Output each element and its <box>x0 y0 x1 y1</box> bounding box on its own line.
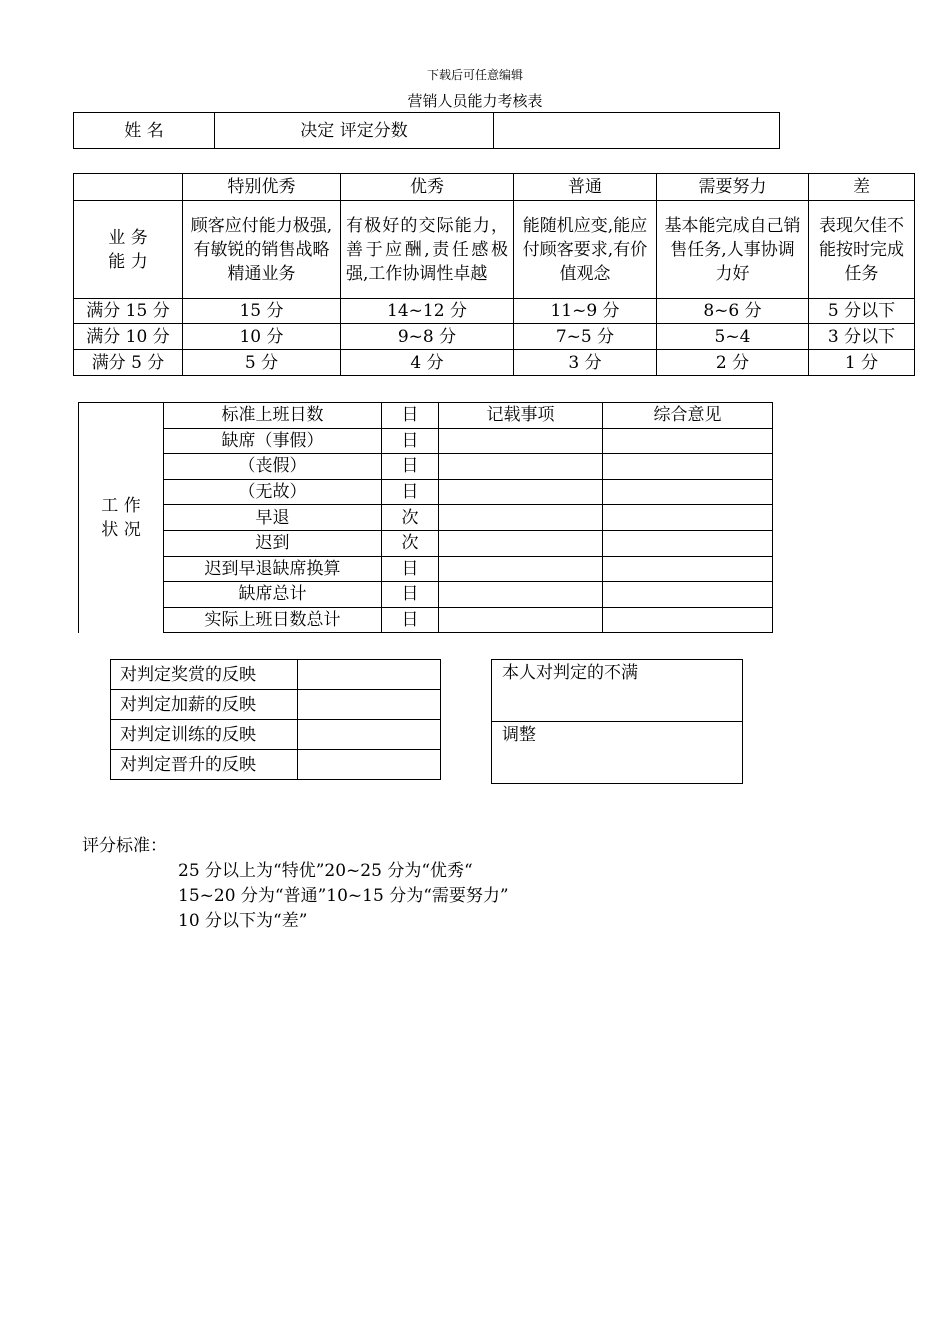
page-title: 营销人员能力考核表 <box>407 92 543 110</box>
score-cell: 10 分 <box>183 324 341 350</box>
score-cell: 5 分 <box>183 350 341 376</box>
ability-description: 表现欠佳不能按时完成任务 <box>809 201 915 299</box>
attendance-item: 缺席总计 <box>164 582 382 608</box>
record-cell[interactable] <box>439 479 603 505</box>
reaction-value-cell[interactable] <box>298 720 441 750</box>
business-ability-label <box>74 201 183 299</box>
name-label: 姓 名 <box>74 113 215 149</box>
record-cell[interactable] <box>439 607 603 633</box>
attendance-unit: 日 <box>382 607 439 633</box>
ability-description: 顾客应付能力极强,有敏锐的销售战略精通业务 <box>183 201 341 299</box>
reaction-label: 对判定加薪的反映 <box>111 690 298 720</box>
download-note: 下载后可任意编辑 <box>426 68 523 82</box>
attendance-item: 迟到 <box>164 530 382 556</box>
record-cell[interactable] <box>439 454 603 480</box>
record-cell[interactable] <box>439 505 603 531</box>
ability-col-header: 需要努力 <box>657 174 809 201</box>
reaction-table <box>110 659 441 780</box>
score-cell: 4 分 <box>341 350 514 376</box>
attendance-item: （丧假） <box>164 454 382 480</box>
attendance-item: 早退 <box>164 505 382 531</box>
attendance-unit: 次 <box>382 505 439 531</box>
scoring-criteria-line: 10 分以下为“差” <box>178 911 308 931</box>
score-cell: 9~8 分 <box>341 324 514 350</box>
score-cell: 2 分 <box>657 350 809 376</box>
name-score-table <box>73 112 780 149</box>
score-row-label: 满分 10 分 <box>74 324 183 350</box>
ability-description: 基本能完成自己销售任务,人事协调力好 <box>657 201 809 299</box>
score-value-cell[interactable] <box>494 113 780 149</box>
ability-col-header: 优秀 <box>341 174 514 201</box>
attendance-unit: 日 <box>382 454 439 480</box>
record-header: 记载事项 <box>439 403 603 429</box>
attendance-unit: 日 <box>382 556 439 582</box>
ability-col-header: 特别优秀 <box>183 174 341 201</box>
opinion-header: 综合意见 <box>603 403 773 429</box>
attendance-unit: 次 <box>382 530 439 556</box>
attendance-item: 缺席（事假） <box>164 428 382 454</box>
business-ability-label-line2: 能 力 <box>108 251 148 272</box>
attendance-unit: 日 <box>382 428 439 454</box>
opinion-cell[interactable] <box>603 582 773 608</box>
score-cell: 7~5 分 <box>514 324 657 350</box>
reaction-value-cell[interactable] <box>298 660 441 690</box>
reaction-label: 对判定晋升的反映 <box>111 750 298 780</box>
ability-col-header: 差 <box>809 174 915 201</box>
score-cell: 3 分以下 <box>809 324 915 350</box>
reaction-value-cell[interactable] <box>298 690 441 720</box>
complaint-cell[interactable]: 本人对判定的不满 <box>492 660 743 722</box>
record-cell[interactable] <box>439 530 603 556</box>
opinion-cell[interactable] <box>603 479 773 505</box>
score-cell: 8~6 分 <box>657 299 809 324</box>
reaction-label: 对判定奖赏的反映 <box>111 660 298 690</box>
complaint-table <box>491 659 743 784</box>
work-status-label <box>79 403 164 633</box>
score-label: 决定 评定分数 <box>215 113 494 149</box>
attendance-item: 标准上班日数 <box>164 403 382 429</box>
attendance-unit: 日 <box>382 403 439 429</box>
attendance-item: 实际上班日数总计 <box>164 607 382 633</box>
score-row-label: 满分 15 分 <box>74 299 183 324</box>
score-cell: 15 分 <box>183 299 341 324</box>
work-status-label-line2: 状 况 <box>101 519 141 540</box>
ability-description: 能随机应变,能应付顾客要求,有价值观念 <box>514 201 657 299</box>
score-row-label: 满分 5 分 <box>74 350 183 376</box>
ability-col-header: 普通 <box>514 174 657 201</box>
score-cell: 3 分 <box>514 350 657 376</box>
work-status-label-line1: 工 作 <box>101 495 141 516</box>
record-cell[interactable] <box>439 582 603 608</box>
scoring-criteria-line: 25 分以上为“特优”20~25 分为“优秀“ <box>178 861 473 881</box>
attendance-unit: 日 <box>382 479 439 505</box>
opinion-cell[interactable] <box>603 505 773 531</box>
work-status-table <box>78 402 773 633</box>
record-cell[interactable] <box>439 428 603 454</box>
opinion-cell[interactable] <box>603 454 773 480</box>
opinion-cell[interactable] <box>603 607 773 633</box>
ability-corner-cell <box>74 174 183 201</box>
reaction-label: 对判定训练的反映 <box>111 720 298 750</box>
adjustment-cell[interactable]: 调整 <box>492 722 743 784</box>
reaction-value-cell[interactable] <box>298 750 441 780</box>
score-cell: 5 分以下 <box>809 299 915 324</box>
record-cell[interactable] <box>439 556 603 582</box>
attendance-unit: 日 <box>382 582 439 608</box>
score-cell: 14~12 分 <box>341 299 514 324</box>
opinion-cell[interactable] <box>603 556 773 582</box>
ability-description: 有极好的交际能力，善于应酬,责任感极强,工作协调性卓越 <box>341 201 514 299</box>
scoring-criteria-label: 评分标准： <box>82 836 167 856</box>
scoring-criteria-line: 15~20 分为“普通”10~15 分为“需要努力” <box>178 886 509 906</box>
opinion-cell[interactable] <box>603 428 773 454</box>
business-ability-label-line1: 业 务 <box>108 227 148 248</box>
score-cell: 11~9 分 <box>514 299 657 324</box>
attendance-item: （无故） <box>164 479 382 505</box>
score-cell: 1 分 <box>809 350 915 376</box>
opinion-cell[interactable] <box>603 530 773 556</box>
ability-table <box>73 173 915 376</box>
attendance-item: 迟到早退缺席换算 <box>164 556 382 582</box>
score-cell: 5~4 <box>657 324 809 350</box>
